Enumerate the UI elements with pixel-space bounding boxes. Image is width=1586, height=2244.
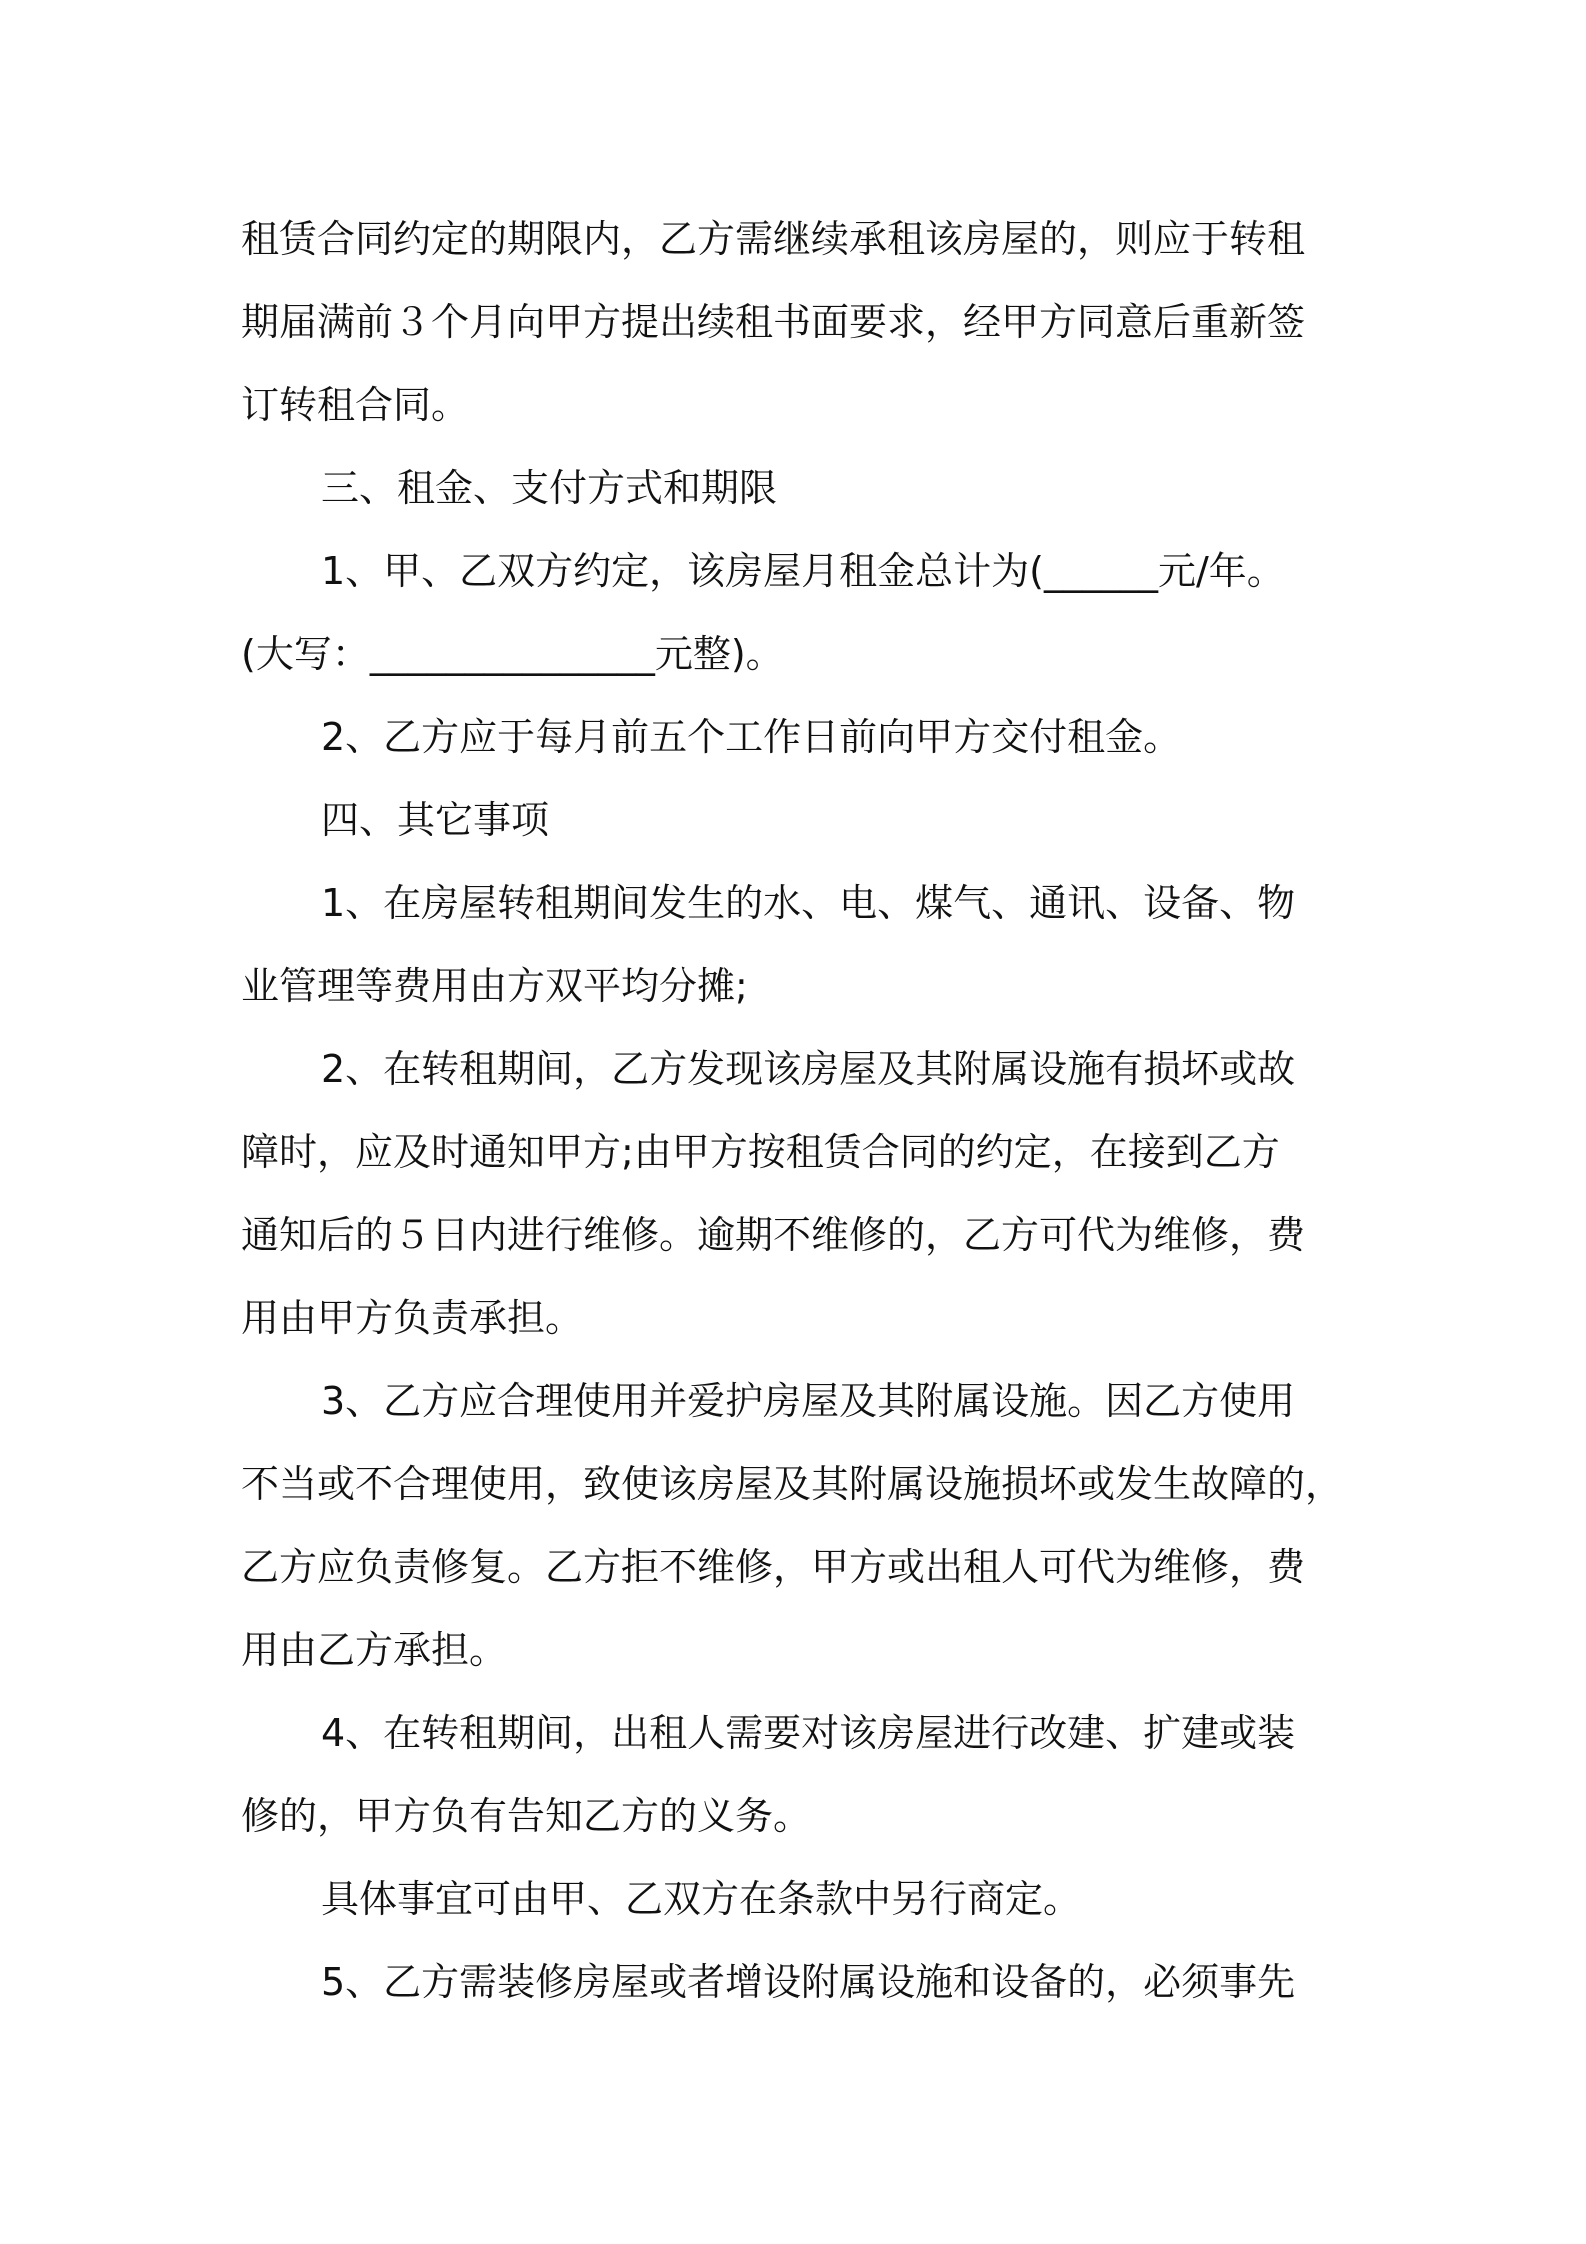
text-line: 修的，甲方负有告知乙方的义务。: [241, 1794, 812, 1838]
text-line: 3、乙方应合理使用并爱护房屋及其附属设施。因乙方使用: [321, 1379, 1296, 1423]
text-line: 通知后的５日内进行维修。逾期不维修的，乙方可代为维修，费: [241, 1213, 1306, 1257]
text-line: (大写：_______________元整)。: [241, 632, 784, 676]
section-heading: 三、租金、支付方式和期限: [321, 466, 778, 510]
text-line: 乙方应负责修复。乙方拒不维修，甲方或出租人可代为维修，费: [241, 1545, 1306, 1589]
text-line: 租赁合同约定的期限内，乙方需继续承租该房屋的，则应于转租: [241, 217, 1306, 261]
text-line: 期届满前３个月向甲方提出续租书面要求，经甲方同意后重新签: [241, 300, 1306, 344]
text-line: 1、在房屋转租期间发生的水、电、煤气、通讯、设备、物: [321, 881, 1296, 925]
text-line: 用由甲方负责承担。: [241, 1296, 584, 1340]
text-line: 5、乙方需装修房屋或者增设附属设施和设备的，必须事先: [321, 1960, 1296, 2004]
text-line: 2、在转租期间，乙方发现该房屋及其附属设施有损坏或故: [321, 1047, 1296, 1091]
text-line: 不当或不合理使用，致使该房屋及其附属设施损坏或发生故障的，: [241, 1462, 1344, 1506]
section-heading: 四、其它事项: [321, 798, 550, 842]
text-line: 障时，应及时通知甲方;由甲方按租赁合同的约定，在接到乙方: [241, 1130, 1280, 1174]
text-line: 4、在转租期间，出租人需要对该房屋进行改建、扩建或装: [321, 1711, 1296, 1755]
document-body: [241, 198, 1366, 2024]
text-line: 1、甲、乙双方约定，该房屋月租金总计为(______元/年。: [321, 549, 1285, 593]
text-line: 2、乙方应于每月前五个工作日前向甲方交付租金。: [321, 715, 1182, 759]
text-line: 用由乙方承担。: [241, 1628, 508, 1672]
text-line: 具体事宜可由甲、乙双方在条款中另行商定。: [321, 1877, 1082, 1921]
text-line: 业管理等费用由方双平均分摊;: [241, 964, 748, 1008]
text-line: 订转租合同。: [241, 383, 470, 427]
